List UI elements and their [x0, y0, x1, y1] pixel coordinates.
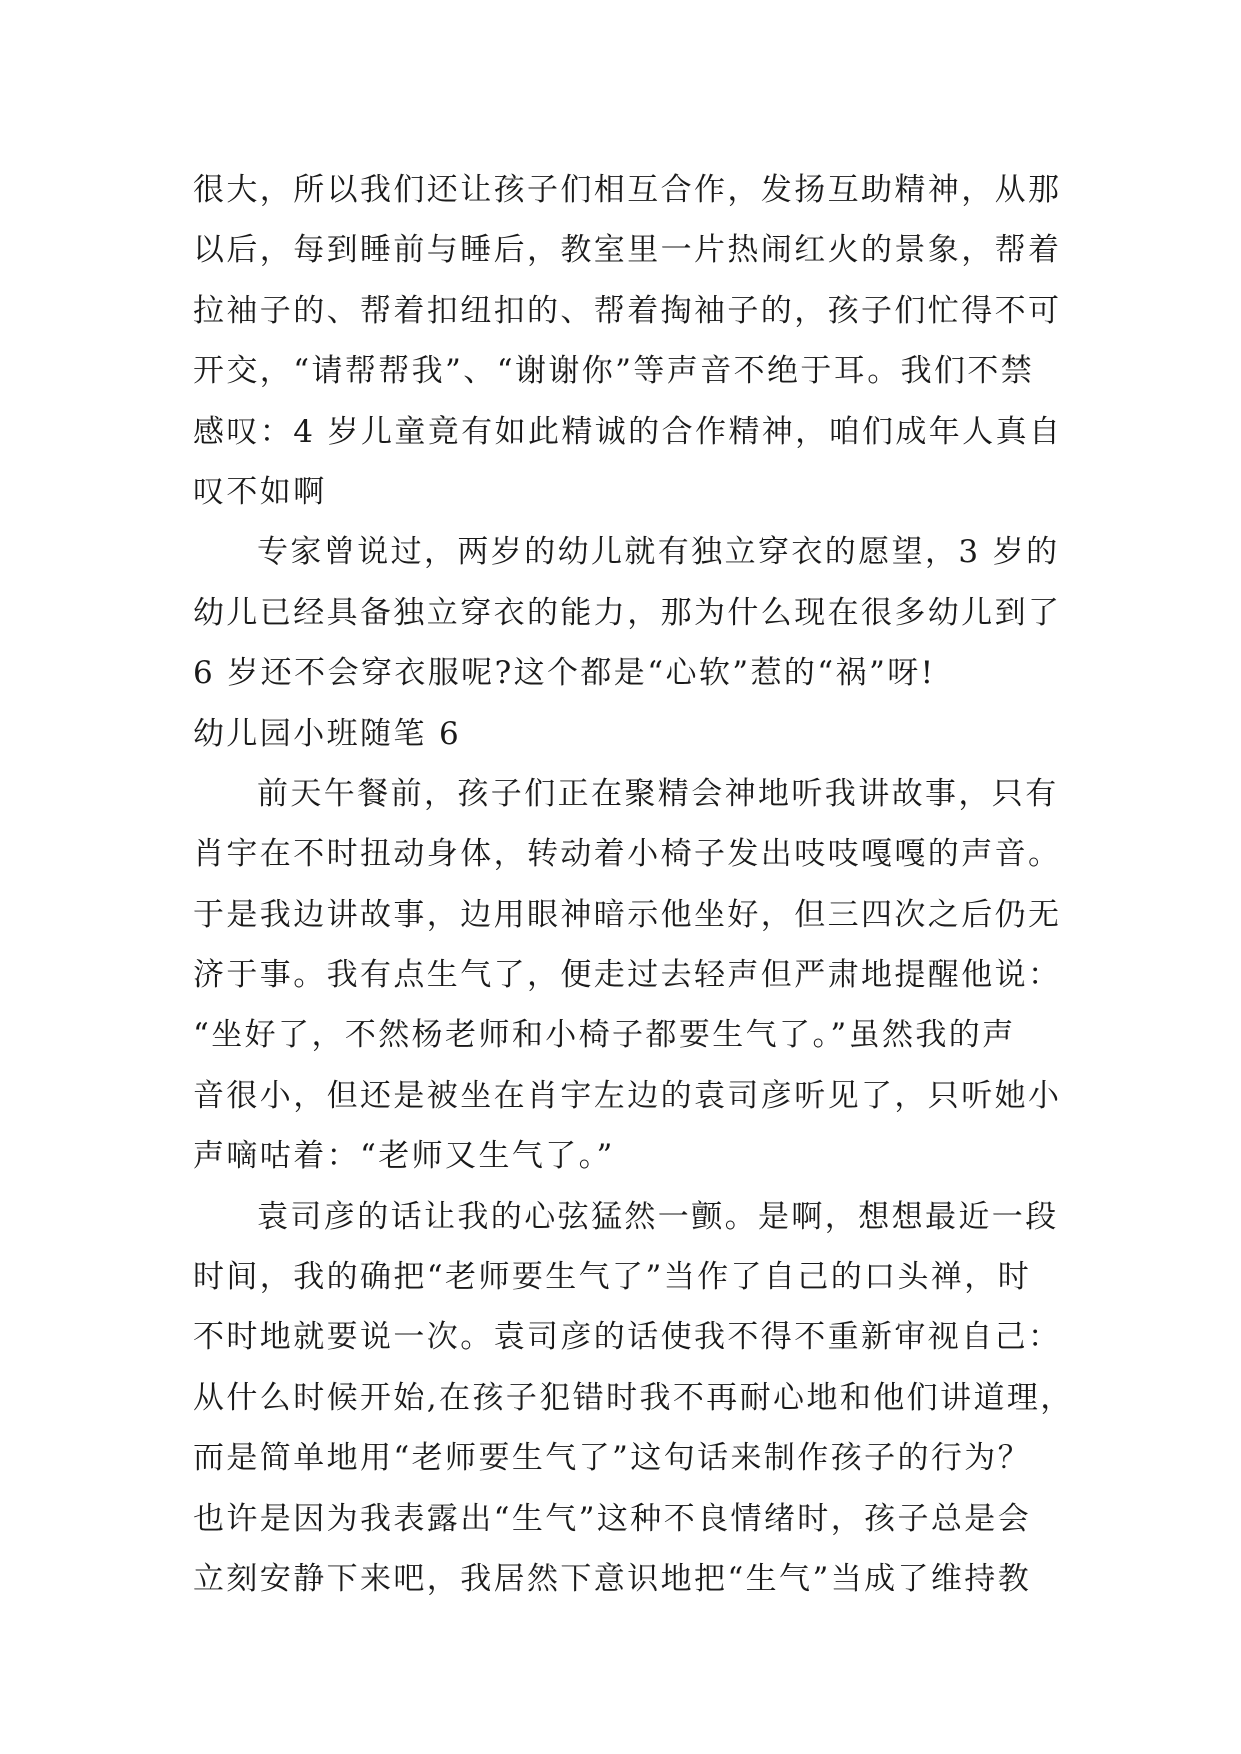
document-body — [193, 160, 1074, 1609]
text-line: 很大，所以我们还让孩子们相互合作，发扬互助精神，从那 — [193, 172, 1062, 208]
text-line: 以后，每到睡前与睡后，教室里一片热闹红火的景象，帮着 — [193, 232, 1062, 269]
text-line: 肖宇在不时扭动身体，转动着小椅子发出吱吱嘎嘎的声音。 — [193, 836, 1062, 873]
text-line: 开交，“请帮帮我”、“谢谢你”等声音不绝于耳。我们不禁 — [193, 353, 1035, 390]
paragraph-first-line: 专家曾说过，两岁的幼儿就有独立穿衣的愿望，3 岁的 — [257, 534, 1060, 571]
text-line: 拉袖子的、帮着扣纽扣的、帮着掏袖子的，孩子们忙得不可 — [193, 292, 1062, 329]
paragraph-first-line: 袁司彦的话让我的心弦猛然一颤。是啊，想想最近一段 — [257, 1198, 1059, 1235]
text-line: 也许是因为我表露出“生气”这种不良情绪时，孩子总是会 — [193, 1500, 1032, 1537]
text-line: 而是简单地用“老师要生气了”这句话来制作孩子的行为？ — [193, 1440, 1032, 1477]
text-line: 济于事。我有点生气了，便走过去轻声但严肃地提醒他说： — [193, 957, 1062, 994]
text-line: 叹不如啊 — [193, 473, 327, 510]
section-heading: 幼儿园小班随笔 6 — [193, 715, 462, 752]
text-line: 声嘀咕着：“老师又生气了。” — [193, 1138, 615, 1175]
text-line: 幼儿已经具备独立穿衣的能力，那为什么现在很多幼儿到了 — [193, 594, 1062, 631]
paragraph-first-line: 前天午餐前，孩子们正在聚精会神地听我讲故事，只有 — [257, 775, 1059, 812]
text-line: 从什么时候开始,在孩子犯错时我不再耐心地和他们讲道理， — [193, 1379, 1074, 1416]
text-line: 时间，我的确把“老师要生气了”当作了自己的口头禅，时 — [193, 1259, 1032, 1296]
text-line: 立刻安静下来吧，我居然下意识地把“生气”当成了维持教 — [193, 1560, 1032, 1597]
text-line: 不时地就要说一次。袁司彦的话使我不得不重新审视自己： — [193, 1319, 1062, 1356]
text-line: 感叹：4 岁儿童竟有如此精诚的合作精神，咱们成年人真自 — [193, 413, 1063, 450]
text-line: 于是我边讲故事，边用眼神暗示他坐好，但三四次之后仍无 — [193, 896, 1062, 933]
text-line: 音很小，但还是被坐在肖宇左边的袁司彦听见了，只听她小 — [193, 1077, 1062, 1114]
text-line: 6 岁还不会穿衣服呢?这个都是“心软”惹的“祸”呀! — [193, 655, 936, 692]
text-line: “坐好了，不然杨老师和小椅子都要生气了。”虽然我的声 — [193, 1017, 1016, 1054]
